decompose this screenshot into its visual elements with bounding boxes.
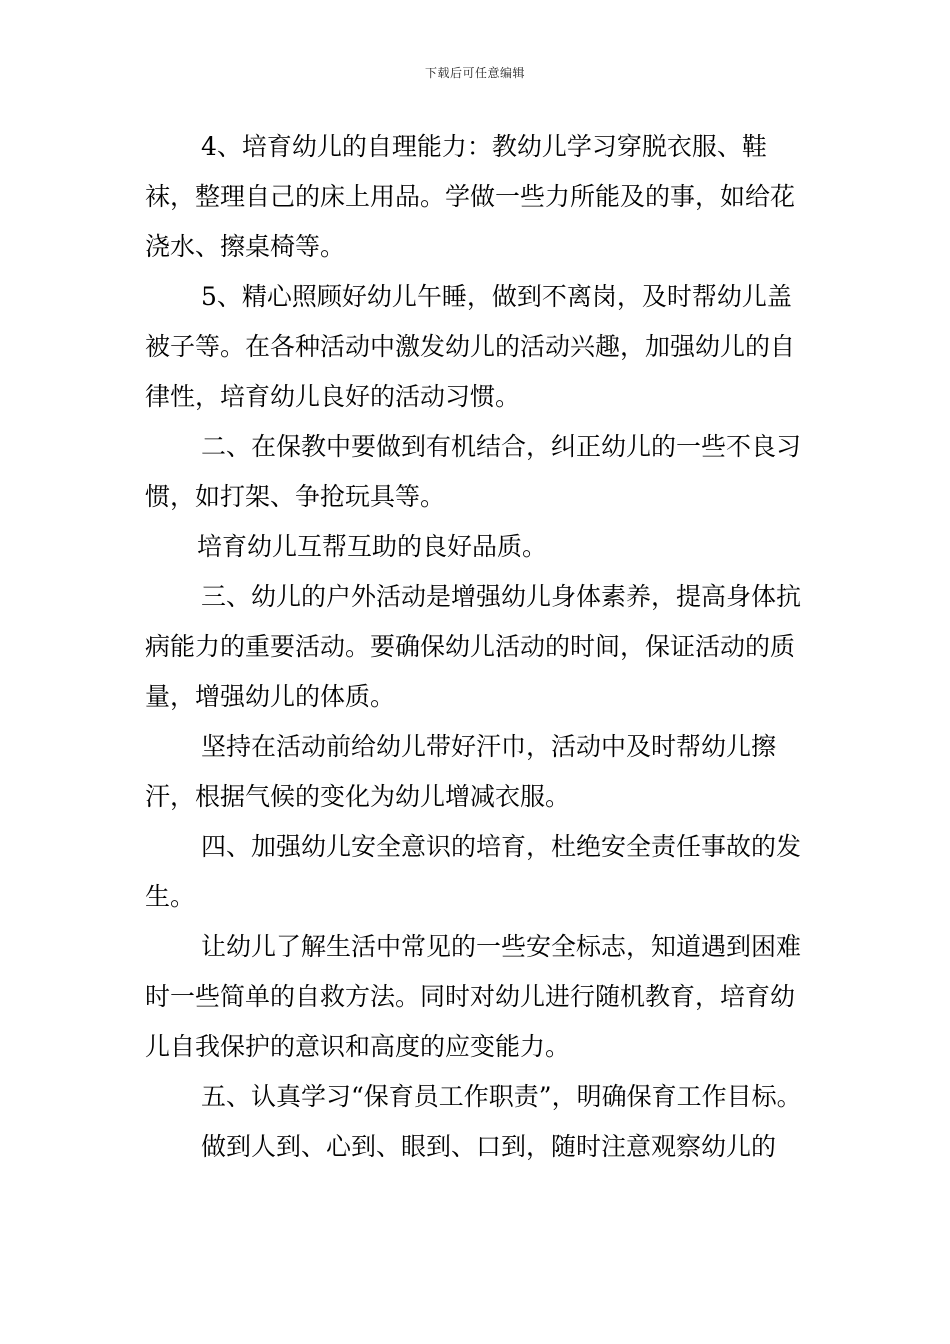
page-header: 下载后可任意编辑 <box>424 66 525 80</box>
paragraph-nap-care: 5、精心照顾好幼儿午睡，做到不离岗，及时帮幼儿盖被子等。在各种活动中激发幼儿的活动兴趣，加强幼儿的自律性，培育幼儿良好的活动习惯。 <box>145 282 796 411</box>
paragraph-self-care: 4、培育幼儿的自理能力：教幼儿学习穿脱衣服、鞋袜，整理自己的床上用品。学做一些力所能及的事，如给花浇水、擦桌椅等。 <box>145 132 796 261</box>
paragraph-sweat-towel: 坚持在活动前给幼儿带好汗巾，活动中及时帮幼儿擦汗，根据气候的变化为幼儿增减衣服。 <box>145 732 777 811</box>
paragraph-observation: 做到人到、心到、眼到、口到，随时注意观察幼儿的 <box>201 1132 777 1161</box>
paragraph-mutual-help: 培育幼儿互帮互助的良好品质。 <box>197 532 548 561</box>
paragraph-safety-signs: 让幼儿了解生活中常见的一些安全标志，知道遇到困难时一些简单的自救方法。同时对幼儿进行随机教育，培育幼儿自我保护的意识和高度的应变能力。 <box>145 932 802 1061</box>
paragraph-section-three: 三、幼儿的户外活动是增强幼儿身体素养，提高身体抗病能力的重要活动。要确保幼儿活动的时间，保证活动的质量，增强幼儿的体质。 <box>145 582 802 711</box>
paragraph-section-five: 五、认真学习“保育员工作职责”，明确保育工作目标。 <box>201 1082 802 1111</box>
paragraph-section-four: 四、加强幼儿安全意识的培育，杜绝安全责任事故的发生。 <box>145 832 802 911</box>
document-body <box>145 122 815 1172</box>
paragraph-section-two: 二、在保教中要做到有机结合，纠正幼儿的一些不良习惯，如打架、争抢玩具等。 <box>145 432 802 511</box>
